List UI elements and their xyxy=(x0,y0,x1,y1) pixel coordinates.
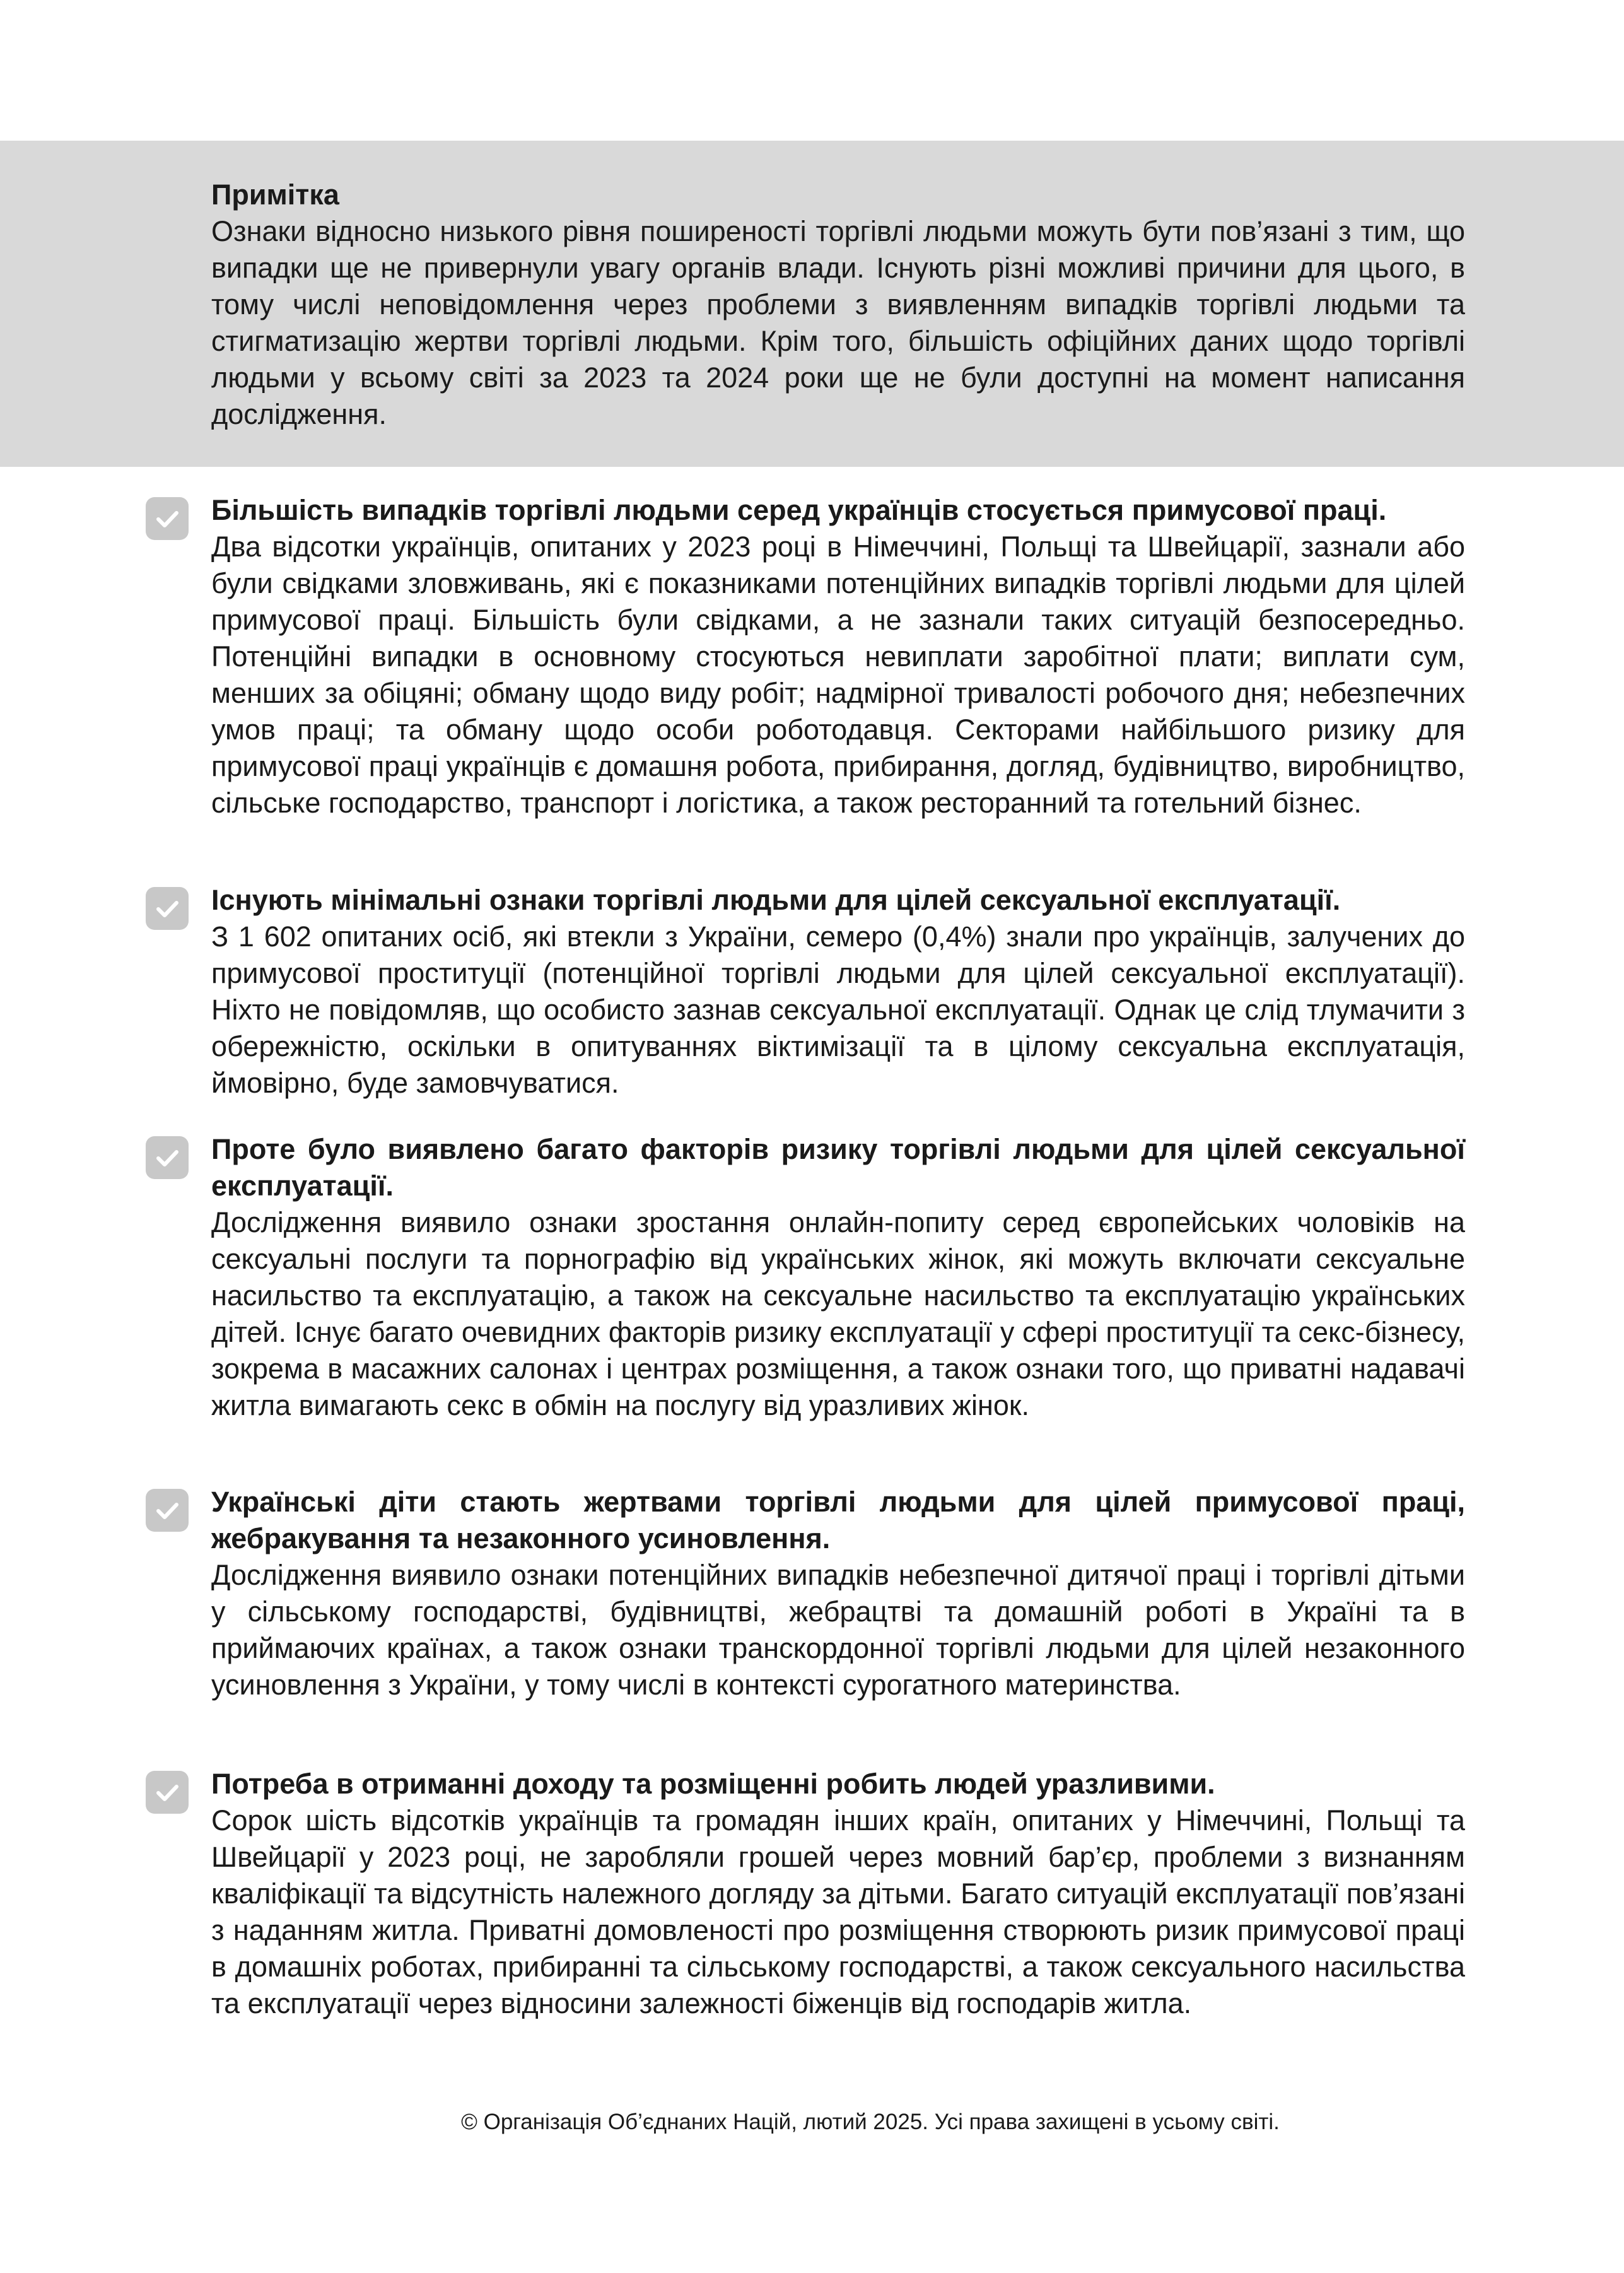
finding-sexual-exploitation xyxy=(211,882,1465,1101)
note-title: Примітка xyxy=(211,179,339,211)
finding-text: Дослідження виявило ознаки потенційних випадків небезпечної дитячої праці і торгівлі дітьми у сільському господарстві, будівництві, жебрацтві та домашній роботі в Україні та в приймаючих країнах, а також ознаки транскордонної торгівлі людьми для цілей незаконного усиновлення з України, у тому числі в контексті сурогатного материнства. xyxy=(211,1559,1465,1701)
finding-forced-labour xyxy=(211,492,1465,821)
checkmark-icon xyxy=(146,887,189,930)
finding-income-accommodation xyxy=(211,1766,1465,2022)
finding-text: Сорок шість відсотків українців та громадян інших країн, опитаних у Німеччині, Польщі та Швейцарії у 2023 році, не заробляли грошей через мовний бар’єр, проблеми з визнанням кваліфікації та відсутність належного догляду за дітьми. Багато ситуацій експлуатації пов’язані з наданням житла. Приватні домовленості про розміщення створюють ризик примусової праці в домашніх роботах, прибиранні та сільському господарстві, а також сексуального насильства та експлуатації через відносини залежності біженців від господарів житла. xyxy=(211,1804,1465,2019)
finding-title: Українські діти стають жертвами торгівлі людьми для цілей примусової праці, жебракування та незаконного усиновлення. xyxy=(211,1486,1465,1554)
checkmark-icon xyxy=(146,1136,189,1179)
finding-title: Потреба в отриманні доходу та розміщенні робить людей уразливими. xyxy=(211,1768,1215,1800)
note-box xyxy=(0,141,1624,467)
finding-text: Дослідження виявило ознаки зростання онлайн-попиту серед європейських чоловіків на сексуальні послуги та порнографію від українських жінок, які можуть включати сексуальне насильство та експлуатацію, а також на сексуальне насильство та експлуатацію українських дітей. Існує багато очевидних факторів ризику експлуатації у сфері проституції та секс-бізнесу, зокрема в масажних салонах і центрах розміщення, а також ознаки того, що приватні надавачі житла вимагають секс в обмін на послугу від уразливих жінок. xyxy=(211,1206,1465,1421)
finding-text: З 1 602 опитаних осіб, які втекли з України, семеро (0,4%) знали про українців, залучених до примусової проституції (потенційної торгівлі людьми для цілей сексуальної експлуатації). Ніхто не повідомляв, що особисто зазнав сексуальної експлуатації. Однак це слід тлумачити з обережністю, оскільки в опитуваннях віктимізації та в цілому сексуальна експлуатація, ймовірно, буде замовчуватися. xyxy=(211,920,1465,1099)
checkmark-icon xyxy=(146,1489,189,1532)
finding-children xyxy=(211,1484,1465,1703)
note-content xyxy=(211,177,1465,433)
finding-title: Більшість випадків торгівлі людьми серед українців стосується примусової праці. xyxy=(211,494,1387,526)
finding-risk-factors xyxy=(211,1131,1465,1424)
finding-title: Проте було виявлено багато факторів ризику торгівлі людьми для цілей сексуальної експлуатації. xyxy=(211,1133,1465,1202)
copyright-footer: © Організація Об’єднаних Націй, лютий 2025. Усі права захищені в усьому світі. xyxy=(461,2110,1280,2134)
finding-text: Два відсотки українців, опитаних у 2023 році в Німеччині, Польщі та Швейцарії, зазнали або були свідками зловживань, які є показниками потенційних випадків торгівлі людьми для цілей примусової праці. Більшість були свідками, а не зазнали таких ситуацій безпосередньо. Потенційні випадки в основному стосуються невиплати заробітної плати; виплати сум, менших за обіцяні; обману щодо виду робіт; надмірної тривалості робочого дня; небезпечних умов праці; та обману щодо особи роботодавця. Секторами найбільшого ризику для примусової праці українців є домашня робота, прибирання, догляд, будівництво, виробництво, сільське господарство, транспорт і логістика, а також ресторанний та готельний бізнес. xyxy=(211,531,1465,819)
checkmark-icon xyxy=(146,497,189,540)
finding-title: Існують мінімальні ознаки торгівлі людьми для цілей сексуальної експлуатації. xyxy=(211,884,1341,916)
note-text: Ознаки відносно низького рівня поширеності торгівлі людьми можуть бути пов’язані з тим, що випадки ще не привернули увагу органів влади. Існують різні можливі причини для цього, в тому числі неповідомлення через проблеми з виявленням випадків торгівлі людьми та стигматизацію жертви торгівлі людьми. Крім того, більшість офіційних даних щодо торгівлі людьми у всьому світі за 2023 та 2024 роки ще не були доступні на момент написання дослідження. xyxy=(211,215,1465,430)
checkmark-icon xyxy=(146,1771,189,1814)
